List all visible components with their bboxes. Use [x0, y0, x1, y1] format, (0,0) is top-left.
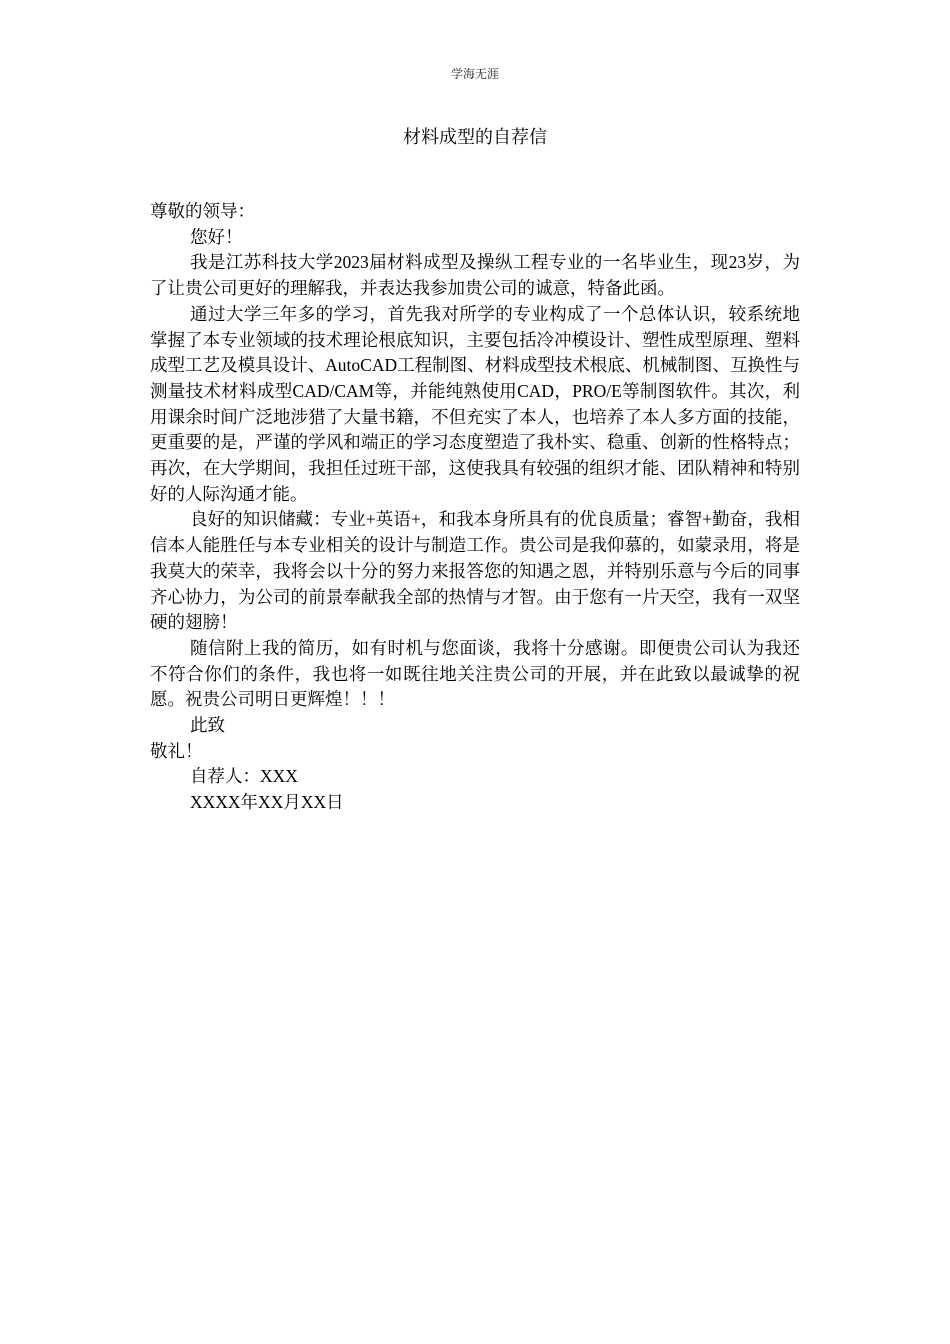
letter-body [150, 199, 800, 816]
paragraph-education: 通过大学三年多的学习，首先我对所学的专业构成了一个总体认识，较系统地掌握了本专业领域的技术理论根底知识，主要包括冷冲模设计、塑性成型原理、塑料成型工艺及模具设计、AutoCAD工程制图、材料成型技术根底、机械制图、互换性与测量技术材料成型CAD/CAM等，并能纯熟使用CAD，PRO/E等制图软件。其次，利用课余时间广泛地涉猎了大量书籍，不但充实了本人，也培养了本人多方面的技能，更重要的是，严谨的学风和端正的学习态度塑造了我朴实、稳重、创新的性格特点；再次，在大学期间，我担任过班干部，这使我具有较强的组织才能、团队精神和特别好的人际沟通才能。 [150, 303, 800, 504]
page-header: 学海无涯 [450, 67, 499, 81]
greeting: 您好！ [190, 226, 243, 247]
salutation: 尊敬的领导： [150, 201, 255, 221]
paragraph-intro: 我是江苏科技大学2023届材料成型及操纵工程专业的一名毕业生，现23岁，为了让贵公司更好的理解我，并表达我参加贵公司的诚意，特备此函。 [150, 252, 800, 299]
closing-phrase: 此致 [190, 715, 225, 736]
document-title: 材料成型的自荐信 [403, 127, 547, 147]
paragraph-closing: 随信附上我的简历，如有时机与您面谈，我将十分感谢。即便贵公司认为我还不符合你们的条件，我也将一如既往地关注贵公司的开展，并在此致以最诚挚的祝愿。祝贵公司明日更辉煌！！！ [150, 637, 800, 710]
date: XXXX年XX月XX日 [190, 792, 344, 813]
paragraph-qualities: 良好的知识储藏：专业+英语+，和我本身所具有的优良质量；睿智+勤奋，我相信本人能胜任与本专业相关的设计与制造工作。贵公司是我仰慕的，如蒙录用，将是我莫大的荣幸，我将会以十分的努力来报答您的知遇之恩，并特别乐意与今后的同事齐心协力，为公司的前景奉献我全部的热情与才智。由于您有一片天空，我有一双坚硬的翅膀！ [150, 509, 800, 633]
signature: 自荐人：XXX [190, 766, 298, 787]
closing-salute: 敬礼！ [150, 740, 203, 761]
